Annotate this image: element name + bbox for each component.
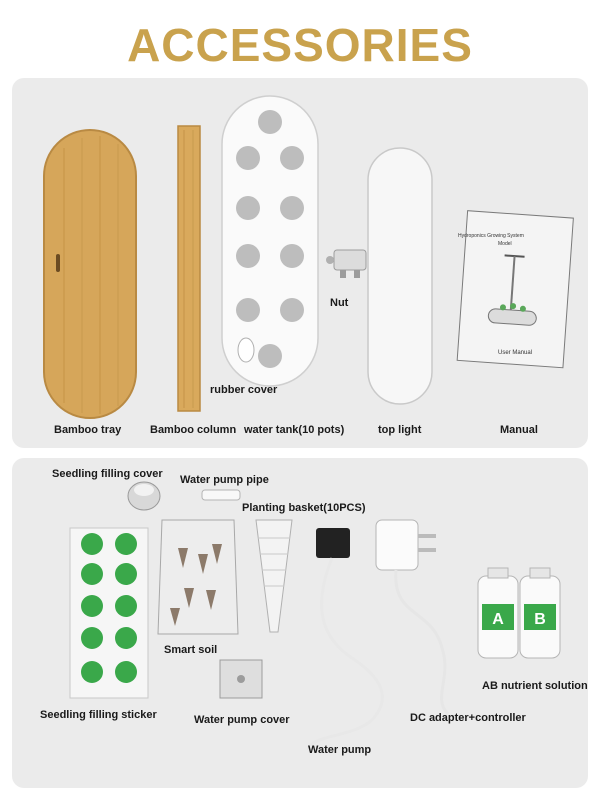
seedling-filling-cover-image [128, 482, 160, 510]
top-panel-illustrations [12, 78, 588, 448]
water-pump-image [308, 528, 382, 750]
dc-adapter-label: DC adapter+controller [410, 712, 526, 724]
seedling-filling-cover-label: Seedling filling cover [52, 468, 163, 480]
nut-label: Nut [330, 297, 349, 309]
nut-image [326, 250, 366, 278]
top-accessories-panel [12, 78, 588, 448]
water-pump-cover-image [220, 660, 262, 698]
ab-nutrient-bottles-image [478, 568, 560, 658]
bamboo-column-image [178, 126, 200, 411]
smart-soil-image [158, 520, 238, 634]
manual-label: Manual [500, 424, 538, 436]
bamboo-tray-image [44, 130, 136, 418]
bottom-accessories-panel [12, 458, 588, 788]
water-pump-cover-label: Water pump cover [194, 714, 290, 726]
water-pump-pipe-image [202, 490, 240, 500]
bottle-b-letter: B [534, 611, 546, 628]
manual-footer-text: User Manual [498, 350, 533, 356]
rubber-cover-label: rubber cover [210, 384, 278, 396]
bamboo-tray-label: Bamboo tray [54, 424, 122, 436]
seedling-filling-sticker-image [70, 528, 148, 698]
planting-basket-label: Planting basket(10PCS) [242, 502, 366, 514]
water-tank-image [222, 96, 318, 386]
page-title: ACCESSORIES [127, 19, 473, 71]
manual-model-text: Model [498, 241, 512, 247]
dc-adapter-image [376, 520, 448, 714]
water-tank-label: water tank(10 pots) [244, 424, 345, 436]
smart-soil-label: Smart soil [164, 644, 218, 656]
top-light-image [368, 148, 432, 404]
seedling-filling-sticker-label: Seedling filling sticker [40, 709, 157, 721]
bottle-a-letter: A [492, 611, 504, 628]
top-light-label: top light [378, 424, 422, 436]
water-pump-pipe-label: Water pump pipe [180, 474, 269, 486]
water-pump-label: Water pump [308, 744, 372, 756]
ab-nutrient-label: AB nutrient solution [482, 680, 588, 692]
planting-basket-image [256, 520, 292, 632]
manual-heading-text: Hydroponics Growing System [458, 233, 524, 239]
bamboo-column-label: Bamboo column [150, 424, 237, 436]
